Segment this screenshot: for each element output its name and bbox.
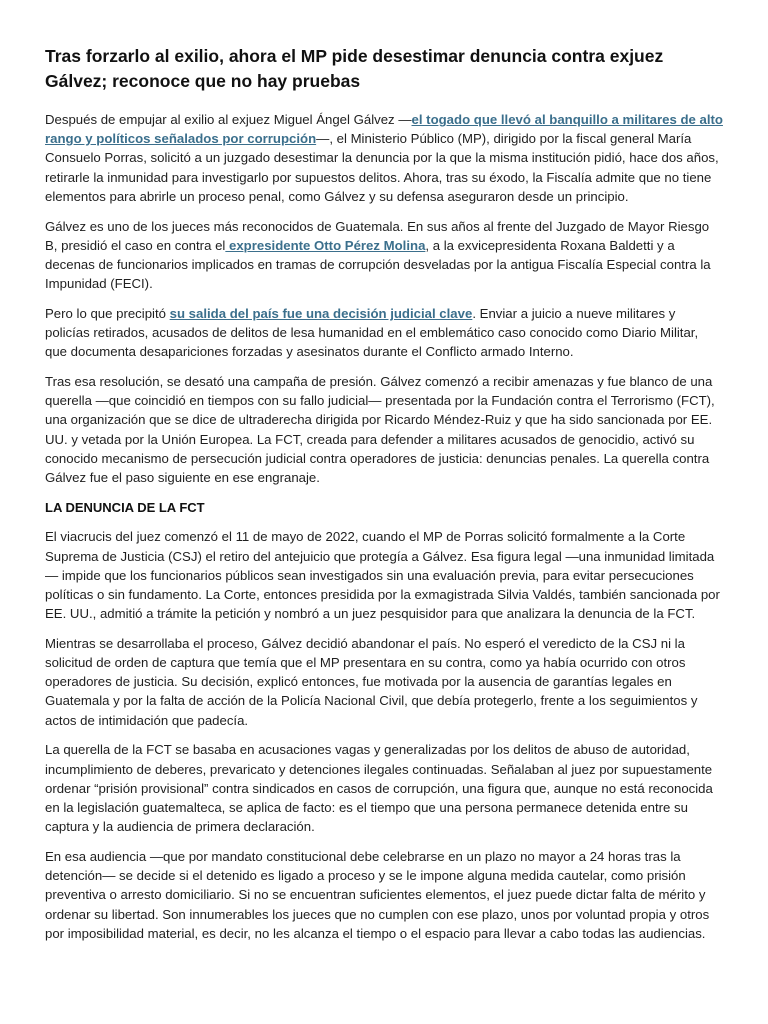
paragraph-3-text-after: . Enviar a juicio a nueve militares y policías retirados, acusados de delitos de lesa humanidad en el emblemático caso conocido como Diario Militar, que documenta desapariciones forzadas y asesinatos durante el Conflicto armado Interno. bbox=[45, 305, 699, 360]
link-togado-militares[interactable]: el togado que llevó al banquillo a militares de alto rango y políticos señalados por corrupción bbox=[45, 112, 723, 147]
paragraph-1-text-after: —, el Ministerio Público (MP), dirigido por la fiscal general María Consuelo Porras, solicitó a un juzgado desestimar la denuncia por la que la misma institución pidió, hace dos años, retirarle la inmunidad para investigarlo por supuestos delitos. Ahora, tras su éxodo, la Fiscalía admite que no tiene elementos para abrirle un proceso penal, como Gálvez y su defensa aseguraron desde un principio. bbox=[45, 131, 719, 204]
paragraph-7: La querella de la FCT se basaba en acusaciones vagas y generalizadas por los delitos de abuso de autoridad, incumplimiento de deberes, prevaricato y detenciones ilegales continuadas. Señalaban al juez por supuestamente ordenar “prisión provisional” contra sindicados en casos de corrupción, una figura que, aunque no está reconocida en la legislación guatemalteca, se aplica de facto: es el tiempo que una persona permanece detenida entre su captura y la audiencia de primera declaración. bbox=[45, 742, 713, 835]
paragraph-2-text-before: Gálvez es uno de los jueces más reconocidos de Guatemala. En sus años al frente del Juzgado de Mayor Riesgo B, presidió el caso en contra el bbox=[45, 218, 710, 253]
link-expresidente-perez-molina[interactable]: expresidente Otto Pérez Molina bbox=[225, 237, 426, 253]
paragraph-2-text-after: , a la exvicepresidenta Roxana Baldetti y a decenas de funcionarios implicados en tramas de corrupción desveladas por la antigua Fiscalía Especial contra la Impunidad (FECI). bbox=[45, 237, 711, 292]
paragraph-2 bbox=[45, 217, 723, 294]
paragraph-4: Tras esa resolución, se desató una campaña de presión. Gálvez comenzó a recibir amenazas y fue blanco de una querella —que coincidió en tiempos con su fallo judicial— presentada por la Fundación contra el Terrorismo (FCT), una organización que se dice de ultraderecha dirigida por Ricardo Méndez-Ruiz y que ha sido sancionada por EE. UU. y vetada por la Unión Europea. La FCT, creada para defender a militares acusados de genocidio, activó su conocido mecanismo de persecución judicial contra operadores de justicia: denuncias penales. La querella contra Gálvez fue el paso siguiente en ese engranaje. bbox=[45, 373, 715, 485]
paragraph-5: El viacrucis del juez comenzó el 11 de mayo de 2022, cuando el MP de Porras solicitó formalmente a la Corte Suprema de Justicia (CSJ) el retiro del antejuicio que protegía a Gálvez. Esa figura legal —una inmunidad limitada— impide que los funcionarios públicos sean investigados sin una evaluación previa, para evitar persecuciones políticas o sin fundamento. La Corte, entonces presidida por la exmagistrada Silvia Valdés, también sancionada por EE. UU., admitió a trámite la petición y nombró a un juez pesquisidor para que analizara la denuncia de la FCT. bbox=[45, 529, 720, 622]
article-title: Tras forzarlo al exilio, ahora el MP pide desestimar denuncia contra exjuez Gálvez; reconoce que no hay pruebas bbox=[45, 46, 664, 91]
link-salida-del-pais[interactable]: su salida del país fue una decisión judicial clave bbox=[169, 305, 473, 321]
paragraph-3-text-before: Pero lo que precipitó bbox=[45, 305, 170, 321]
paragraph-1-text-before: Después de empujar al exilio al exjuez Miguel Ángel Gálvez — bbox=[45, 112, 412, 127]
paragraph-1 bbox=[45, 110, 723, 206]
section-heading: LA DENUNCIA DE LA FCT bbox=[45, 499, 205, 515]
paragraph-3 bbox=[45, 304, 723, 362]
paragraph-8: En esa audiencia —que por mandato constitucional debe celebrarse en un plazo no mayor a 24 horas tras la detención— se decide si el detenido es ligado a proceso y se le impone alguna medida cautelar, como prisión preventiva o arresto domiciliario. Si no se encuentran suficientes elementos, el juez puede dictar falta de mérito y ordenar su libertad. Son innumerables los jueces que no cumplen con ese plazo, unos por voluntad propia y otros por imposibilidad material, es decir, no les alcanza el tiempo o el espacio para llevar a cabo todas las audiencias. bbox=[45, 848, 710, 941]
paragraph-6: Mientras se desarrollaba el proceso, Gálvez decidió abandonar el país. No esperó el veredicto de la CSJ ni la solicitud de orden de captura que temía que el MP presentara en su contra, como ya había ocurrido con otros operadores de justicia. Su decisión, explicó entonces, fue motivada por la ausencia de garantías legales en Guatemala y por la falta de acción de la Policía Nacional Civil, que debía protegerlo, frente a los seguimientos y actos de intimidación que padecía. bbox=[45, 635, 698, 728]
